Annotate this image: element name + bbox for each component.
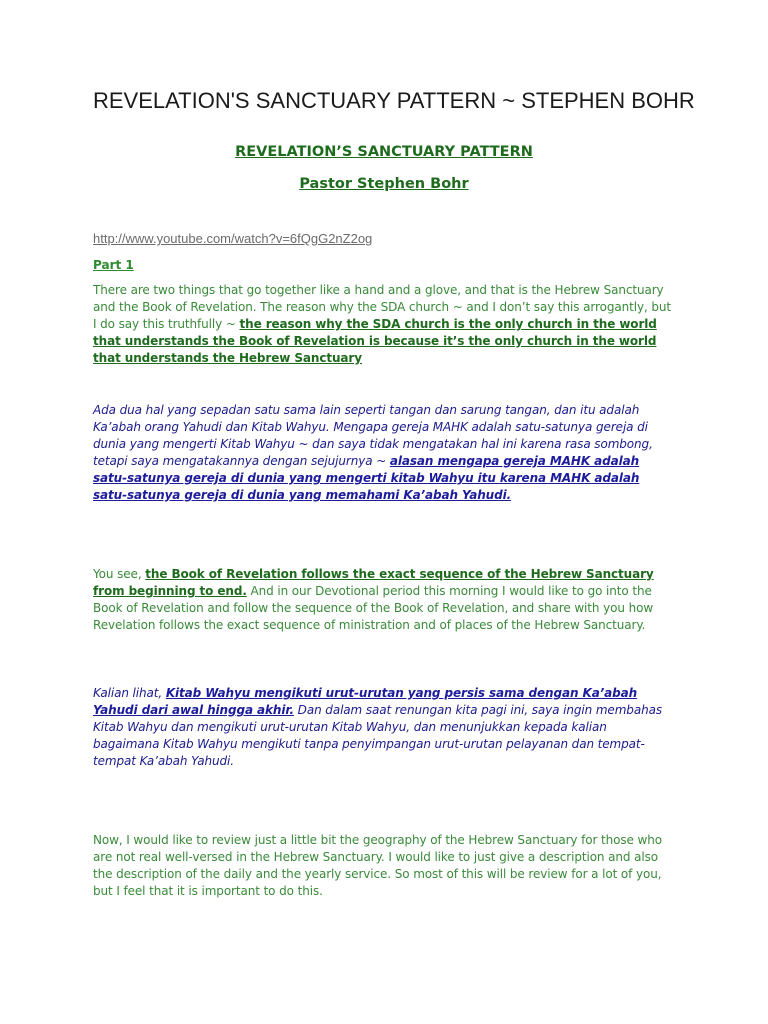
video-link[interactable]: http://www.youtube.com/watch?v=6fQgG2nZ2og: [93, 231, 373, 246]
paragraph-emphasis: the Book of Revelation follows the exact sequence of the Hebrew Sanctuary from beginning to end.: [93, 567, 654, 598]
paragraph-english-2: [93, 566, 675, 634]
paragraph-english-1: [93, 282, 675, 367]
part-label: Part 1: [93, 258, 134, 272]
paragraph-indonesian-1: [93, 402, 675, 504]
paragraph-text: Kalian lihat,: [93, 686, 166, 700]
document-title: REVELATION'S SANCTUARY PATTERN ~ STEPHEN BOHR: [93, 88, 695, 113]
paragraph-english-3: [93, 832, 675, 900]
paragraph-text-after: And in our Devotional period this morning I would like to go into the Book of Revelation and follow the sequence of the Book of Revelation, and share with you how Revelation follows the exact sequence of ministration and of places of the Hebrew Sanctuary.: [93, 584, 654, 632]
paragraph-emphasis: alasan mengapa gereja MAHK adalah satu-satunya gereja di dunia yang mengerti kitab Wahyu itu karena MAHK adalah satu-satunya gereja di dunia yang memahami Ka’abah Yahudi.: [93, 454, 640, 502]
paragraph-text: There are two things that go together like a hand and a glove, and that is the Hebrew Sanctuary and the Book of Revelation. The reason why the SDA church ~ and I don’t say this arrogantly, but I do say this truthfully ~: [93, 283, 671, 331]
paragraph-text-after: Dan dalam saat renungan kita pagi ini, saya ingin membahas Kitab Wahyu dan mengikuti urut-urutan Kitab Wahyu, dan menunjukkan kepada kalian bagaimana Kitab Wahyu mengikuti tanpa penyimpangan urut-urutan pelayanan dan tempat-tempat Ka’abah Yahudi.: [93, 703, 662, 768]
paragraph-emphasis: the reason why the SDA church is the only church in the world that understands the Book of Revelation is because it’s the only church in the world that understands the Hebrew Sanctuary: [93, 317, 657, 365]
paragraph-emphasis: Kitab Wahyu mengikuti urut-urutan yang persis sama dengan Ka’abah Yahudi dari awal hingga akhir.: [93, 686, 638, 717]
paragraph-text: Ada dua hal yang sepadan satu sama lain seperti tangan dan sarung tangan, dan itu adalah Ka’abah orang Yahudi dan Kitab Wahyu. Mengapa gereja MAHK adalah satu-satunya gereja di dunia yang mengerti Kitab Wahyu ~ dan saya tidak mengatakan hal ini karena rasa sombong, tetapi saya mengatakannya dengan sejujurnya ~: [93, 403, 653, 468]
paragraph-indonesian-2: [93, 685, 675, 770]
author-heading: Pastor Stephen Bohr: [299, 176, 469, 192]
sermon-heading: REVELATION’S SANCTUARY PATTERN: [235, 144, 533, 160]
paragraph-text: You see,: [93, 567, 146, 581]
paragraph-text: Now, I would like to review just a little bit the geography of the Hebrew Sanctuary for those who are not real well-versed in the Hebrew Sanctuary. I would like to just give a description and also the description of the daily and the yearly service. So most of this will be review for a lot of you, but I feel that it is important to do this.: [93, 833, 663, 898]
